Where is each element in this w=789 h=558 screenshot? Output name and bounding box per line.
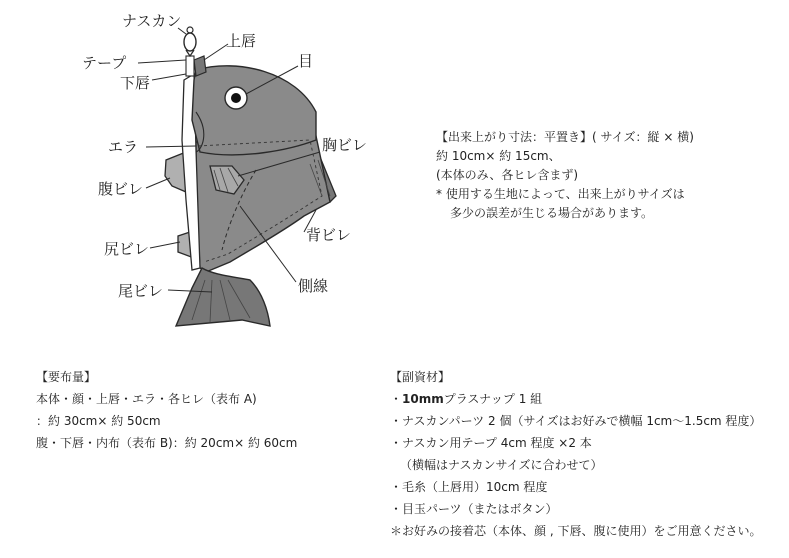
sub-item-3-note: （横幅はナスカンサイズに合わせて） — [400, 458, 603, 472]
label-tape: テープ — [82, 54, 127, 72]
label-nasukan: ナスカン — [122, 12, 182, 30]
tape-shape — [186, 56, 194, 76]
fish-body-shape — [196, 136, 330, 272]
sub-note: ＊お好みの接着芯（本体、顔 , 下唇、腹に使用）をご用意ください。 — [390, 524, 762, 538]
label-anal-fin: 尻ビレ — [104, 240, 150, 258]
eye-pupil — [231, 93, 241, 103]
size-line-1: 約 10cm× 約 15cm、 — [436, 149, 561, 163]
size-note-1: * 使用する生地によって、出来上がりサイズは — [436, 187, 685, 201]
size-heading: 【出来上がり寸法：平置き】( サイズ：縦 × 横) — [436, 130, 694, 144]
sub-materials — [390, 366, 761, 542]
nasukan-swivel — [187, 27, 193, 33]
fabric-line-1: 本体・顔・上唇・エラ・各ヒレ（表布 A) — [36, 392, 257, 406]
sub-heading: 【副資材】 — [390, 370, 451, 384]
label-lateral-line: 側線 — [298, 277, 329, 295]
upper-lip-shape — [194, 56, 206, 76]
fish-head-shape — [192, 66, 316, 155]
label-upper-lip: 上唇 — [226, 32, 257, 50]
size-info — [436, 128, 694, 223]
label-eye: 目 — [298, 52, 314, 70]
nasukan-ring — [184, 33, 196, 51]
size-line-2: (本体のみ、各ヒレ含まず) — [436, 168, 579, 182]
label-pelvic-fin: 腹ビレ — [98, 180, 144, 198]
sub-item-5: ・目玉パーツ（またはボタン） — [390, 502, 558, 516]
tail-fin-shape — [176, 268, 270, 326]
label-gill: エラ — [108, 138, 139, 156]
sub-item-1-bullet: ・ — [390, 392, 403, 406]
label-lower-lip: 下唇 — [120, 74, 151, 92]
sub-item-3: ・ナスカン用テープ 4cm 程度 ×2 本 — [390, 436, 592, 450]
sub-item-1-size: 10mm — [402, 392, 444, 406]
label-pectoral-fin: 胸ビレ — [322, 136, 368, 154]
fabric-requirements — [36, 366, 297, 454]
label-dorsal-fin: 背ビレ — [306, 226, 352, 244]
sub-item-1 — [390, 388, 761, 410]
fabric-heading: 【要布量】 — [36, 370, 97, 384]
label-tail-fin: 尾ビレ — [118, 282, 164, 300]
size-note-2: 多少の誤差が生じる場合があります。 — [450, 206, 654, 220]
sub-item-1-text: プラスナップ 1 組 — [443, 392, 543, 406]
fabric-line-3: 腹・下唇・内布（表布 B)：約 20cm× 約 60cm — [36, 436, 298, 450]
fabric-line-2: ：約 30cm× 約 50cm — [36, 414, 161, 428]
sub-item-2: ・ナスカンパーツ 2 個（サイズはお好みで横幅 1cm～1.5cm 程度） — [390, 414, 762, 428]
sub-item-4: ・毛糸（上唇用）10cm 程度 — [390, 480, 548, 494]
